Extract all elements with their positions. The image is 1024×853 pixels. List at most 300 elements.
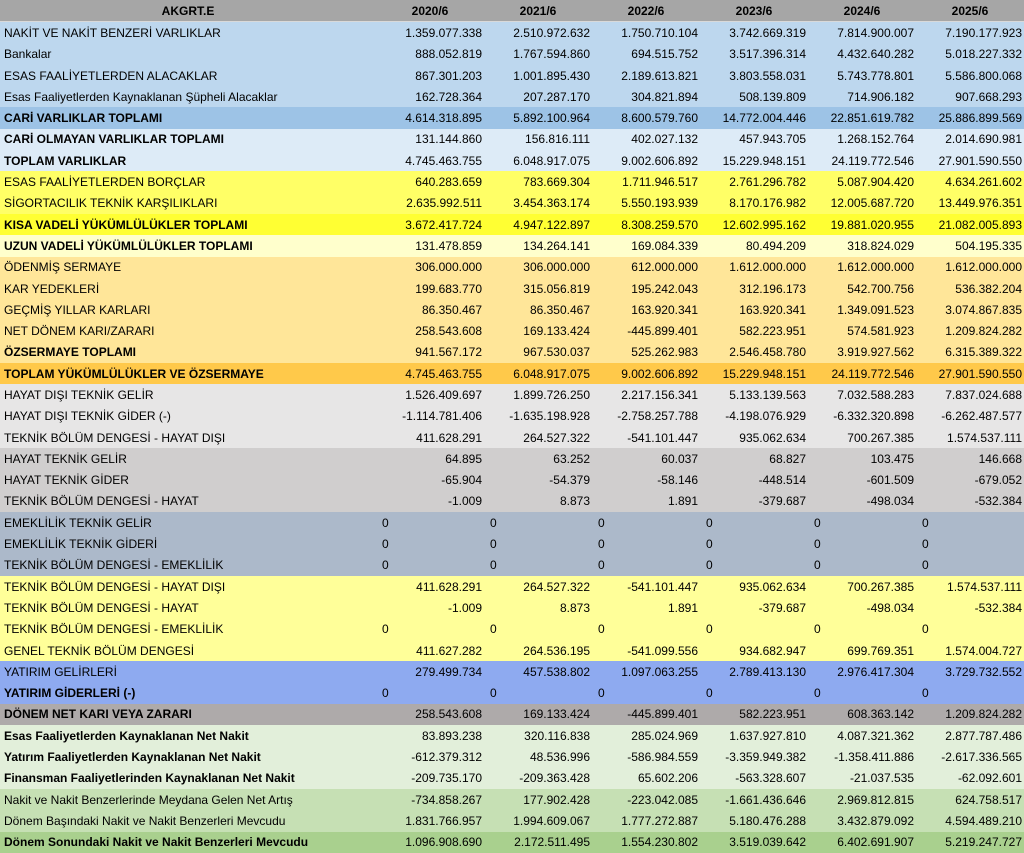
row-label-cell[interactable]: HAYAT TEKNİK GELİR <box>4 451 127 466</box>
value-cell[interactable]: 907.668.293 <box>955 89 1022 104</box>
value-cell[interactable]: 2.761.296.782 <box>729 175 806 190</box>
row-label-cell[interactable]: Esas Faaliyetlerden Kaynaklanan Şüpheli Alacaklar <box>4 89 278 104</box>
value-cell[interactable]: 694.515.752 <box>631 47 698 62</box>
value-cell[interactable]: 504.195.335 <box>955 238 1022 253</box>
value-cell[interactable]: 0 <box>814 686 821 701</box>
value-cell[interactable]: 68.827 <box>769 451 806 466</box>
value-cell[interactable]: 5.180.476.288 <box>729 813 806 828</box>
value-cell[interactable]: 320.116.838 <box>524 728 590 743</box>
table-row <box>0 214 1024 235</box>
value-cell[interactable]: 624.758.517 <box>955 792 1022 807</box>
value-cell[interactable]: 63.252 <box>553 451 590 466</box>
row-label-cell[interactable]: YATIRIM GELİRLERİ <box>4 664 117 679</box>
row-label-cell[interactable]: CARİ OLMAYAN VARLIKLAR TOPLAMI <box>4 132 225 147</box>
value-cell[interactable]: 699.769.351 <box>847 643 914 658</box>
value-cell[interactable]: 0 <box>922 515 929 530</box>
table-row <box>0 384 1024 405</box>
row-label-cell[interactable]: Dönem Sonundaki Nakit ve Nakit Benzerleri Mevcudu <box>4 835 309 850</box>
value-cell[interactable]: -209.735.170 <box>411 771 482 786</box>
value-cell[interactable]: 48.536.996 <box>529 750 590 765</box>
value-cell[interactable]: 608.363.142 <box>847 707 914 722</box>
value-cell[interactable]: 1.891 <box>667 600 698 615</box>
value-cell[interactable]: -2.617.336.565 <box>941 750 1022 765</box>
value-cell[interactable]: 582.223.951 <box>739 324 806 339</box>
value-cell[interactable]: 7.190.177.923 <box>945 25 1022 40</box>
value-cell[interactable]: -1.114.781.406 <box>402 409 482 424</box>
value-cell[interactable]: 0 <box>922 686 929 701</box>
value-cell[interactable]: -209.363.428 <box>519 771 590 786</box>
value-cell[interactable]: 700.267.385 <box>847 579 914 594</box>
value-cell[interactable]: 3.919.927.562 <box>837 345 914 360</box>
value-cell[interactable]: -541.101.447 <box>627 579 698 594</box>
value-cell[interactable]: 5.133.139.563 <box>729 387 806 402</box>
value-cell[interactable]: -532.384 <box>974 600 1022 615</box>
value-cell[interactable]: 1.096.908.690 <box>405 835 482 850</box>
value-cell[interactable]: -1.661.436.646 <box>725 792 806 807</box>
value-cell[interactable]: -541.099.556 <box>627 643 698 658</box>
value-cell[interactable]: 5.550.193.939 <box>621 196 698 211</box>
value-cell[interactable]: 207.287.170 <box>523 89 590 104</box>
value-cell[interactable]: 27.901.590.550 <box>938 366 1022 381</box>
value-cell[interactable]: 714.906.182 <box>847 89 914 104</box>
value-cell[interactable]: 25.886.899.569 <box>938 111 1022 126</box>
row-label-cell[interactable]: GEÇMİŞ YILLAR KARLARI <box>4 302 151 317</box>
value-cell[interactable]: 612.000.000 <box>631 260 698 275</box>
row-label-cell[interactable]: DÖNEM NET KARI VEYA ZARARI <box>4 707 192 722</box>
value-cell[interactable]: 0 <box>490 622 497 637</box>
table-row <box>0 746 1024 767</box>
value-cell[interactable]: 1.767.594.860 <box>513 47 590 62</box>
value-cell[interactable]: -65.904 <box>441 473 482 488</box>
value-cell[interactable]: 304.821.894 <box>631 89 698 104</box>
value-cell[interactable]: 457.538.802 <box>523 664 590 679</box>
value-cell[interactable]: 3.454.363.174 <box>513 196 590 211</box>
value-cell[interactable]: -6.262.487.577 <box>941 409 1022 424</box>
value-cell[interactable]: 103.475 <box>870 451 914 466</box>
value-cell[interactable]: 264.536.195 <box>523 643 590 658</box>
value-cell[interactable]: 4.634.261.602 <box>945 175 1022 190</box>
value-cell[interactable]: 1.899.726.250 <box>513 387 590 402</box>
row-label-cell[interactable]: ÖZSERMAYE TOPLAMI <box>4 345 137 360</box>
value-cell[interactable]: 163.920.341 <box>739 302 806 317</box>
row-label-cell[interactable]: TOPLAM YÜKÜMLÜLÜKLER VE ÖZSERMAYE <box>4 366 264 381</box>
value-cell[interactable]: -379.687 <box>758 494 806 509</box>
value-cell[interactable]: 402.027.132 <box>631 132 698 147</box>
value-cell[interactable]: 0 <box>814 515 821 530</box>
value-cell[interactable]: 2.014.690.981 <box>945 132 1022 147</box>
value-cell[interactable]: -448.514 <box>758 473 806 488</box>
value-cell[interactable]: 0 <box>382 515 389 530</box>
value-cell[interactable]: 3.672.417.724 <box>405 217 482 232</box>
value-cell[interactable]: 306.000.000 <box>523 260 590 275</box>
row-label-cell[interactable]: CARİ VARLIKLAR TOPLAMI <box>4 111 163 126</box>
value-cell[interactable]: 1.612.000.000 <box>729 260 806 275</box>
row-label-cell[interactable]: HAYAT DIŞI TEKNİK GİDER (-) <box>4 409 171 424</box>
table-row <box>0 320 1024 341</box>
value-cell[interactable]: 177.902.428 <box>523 792 590 807</box>
value-cell[interactable]: 83.893.238 <box>421 728 482 743</box>
year-header[interactable]: 2021/6 <box>484 0 592 22</box>
value-cell[interactable]: -612.379.312 <box>411 750 482 765</box>
value-cell[interactable]: 169.133.424 <box>523 324 590 339</box>
value-cell[interactable]: 0 <box>814 622 821 637</box>
value-cell[interactable]: 3.432.879.092 <box>837 813 914 828</box>
value-cell[interactable]: 306.000.000 <box>415 260 482 275</box>
value-cell[interactable]: 156.816.111 <box>525 132 590 147</box>
table-row <box>0 44 1024 65</box>
value-cell[interactable]: 15.229.948.151 <box>722 366 806 381</box>
value-cell[interactable]: 2.976.417.304 <box>837 664 914 679</box>
value-cell[interactable]: 5.586.800.068 <box>945 68 1022 83</box>
value-cell[interactable]: 783.669.304 <box>523 175 590 190</box>
table-row <box>0 704 1024 725</box>
row-label-cell[interactable]: TEKNİK BÖLÜM DENGESİ - HAYAT <box>4 494 199 509</box>
value-cell[interactable]: 935.062.634 <box>739 579 806 594</box>
table-row <box>0 768 1024 789</box>
value-cell[interactable]: 12.005.687.720 <box>830 196 914 211</box>
year-header[interactable]: 2023/6 <box>700 0 808 22</box>
row-label-cell[interactable]: TEKNİK BÖLÜM DENGESİ - EMEKLİLİK <box>4 558 224 573</box>
value-cell[interactable]: 169.084.339 <box>631 238 698 253</box>
value-cell[interactable]: -2.758.257.788 <box>617 409 698 424</box>
value-cell[interactable]: 0 <box>598 558 605 573</box>
value-cell[interactable]: 146.668 <box>978 451 1022 466</box>
value-cell[interactable]: 0 <box>382 537 389 552</box>
value-cell[interactable]: 2.189.613.821 <box>621 68 698 83</box>
value-cell[interactable]: 13.449.976.351 <box>938 196 1022 211</box>
row-label-cell[interactable]: Bankalar <box>4 47 52 62</box>
value-cell[interactable]: -532.384 <box>974 494 1022 509</box>
value-cell[interactable]: 1.711.946.517 <box>622 175 698 190</box>
year-header[interactable]: 2022/6 <box>592 0 700 22</box>
value-cell[interactable]: -3.359.949.382 <box>725 750 806 765</box>
value-cell[interactable]: 86.350.467 <box>421 302 482 317</box>
value-cell[interactable]: 0 <box>490 558 497 573</box>
value-cell[interactable]: 0 <box>598 537 605 552</box>
row-label-cell[interactable]: Finansman Faaliyetlerinden Kaynaklanan Net Nakit <box>4 771 295 786</box>
value-cell[interactable]: 12.602.995.162 <box>722 217 806 232</box>
value-cell[interactable]: 411.628.291 <box>416 579 482 594</box>
value-cell[interactable]: -601.509 <box>866 473 914 488</box>
value-cell[interactable]: 8.873 <box>559 600 590 615</box>
value-cell[interactable]: 24.119.772.546 <box>831 153 914 168</box>
value-cell[interactable]: 582.223.951 <box>739 707 806 722</box>
value-cell[interactable]: 6.048.917.075 <box>513 153 590 168</box>
value-cell[interactable]: 8.873 <box>559 494 590 509</box>
row-label-cell[interactable]: EMEKLİLİK TEKNİK GİDERİ <box>4 537 158 552</box>
value-cell[interactable]: 1.831.766.957 <box>405 813 482 828</box>
value-cell[interactable]: -62.092.601 <box>957 771 1022 786</box>
value-cell[interactable]: 1.574.004.727 <box>945 643 1022 658</box>
value-cell[interactable]: 1.526.409.697 <box>405 387 482 402</box>
year-header[interactable]: 2025/6 <box>916 0 1024 22</box>
value-cell[interactable]: -586.984.559 <box>627 750 698 765</box>
table-row <box>0 491 1024 512</box>
value-cell[interactable]: 1.209.824.282 <box>945 707 1022 722</box>
value-cell[interactable]: 6.315.389.322 <box>945 345 1022 360</box>
table-row <box>0 597 1024 618</box>
value-cell[interactable]: 934.682.947 <box>739 643 806 658</box>
value-cell[interactable]: 24.119.772.546 <box>831 366 914 381</box>
value-cell[interactable]: 1.612.000.000 <box>837 260 914 275</box>
row-label-cell[interactable]: Nakit ve Nakit Benzerlerinde Meydana Gelen Net Artış <box>4 792 293 807</box>
value-cell[interactable]: 4.745.463.755 <box>405 366 482 381</box>
value-cell[interactable]: 318.824.029 <box>847 238 914 253</box>
value-cell[interactable]: 2.172.511.495 <box>514 835 590 850</box>
value-cell[interactable]: 4.947.122.897 <box>513 217 590 232</box>
value-cell[interactable]: 640.283.659 <box>415 175 482 190</box>
value-cell[interactable]: 7.814.900.007 <box>837 25 914 40</box>
row-label-cell[interactable]: ESAS FAALİYETLERDEN BORÇLAR <box>4 175 206 190</box>
value-cell[interactable]: 5.743.778.801 <box>837 68 914 83</box>
row-label-cell[interactable]: Esas Faaliyetlerden Kaynaklanan Net Nakit <box>4 728 249 743</box>
value-cell[interactable]: 264.527.322 <box>523 430 590 445</box>
value-cell[interactable]: 315.056.819 <box>523 281 590 296</box>
table-row <box>0 810 1024 831</box>
table-row <box>0 576 1024 597</box>
value-cell[interactable]: 162.728.364 <box>415 89 482 104</box>
value-cell[interactable]: 1.209.824.282 <box>945 324 1022 339</box>
table-row <box>0 448 1024 469</box>
value-cell[interactable]: 0 <box>922 558 929 573</box>
value-cell[interactable]: 0 <box>706 515 713 530</box>
value-cell[interactable]: 536.382.204 <box>955 281 1022 296</box>
row-label-cell[interactable]: NAKİT VE NAKİT BENZERİ VARLIKLAR <box>4 25 221 40</box>
value-cell[interactable]: 2.789.413.130 <box>729 664 806 679</box>
row-label-cell[interactable]: TEKNİK BÖLÜM DENGESİ - HAYAT DIŞI <box>4 430 226 445</box>
value-cell[interactable]: -379.687 <box>758 600 806 615</box>
value-cell[interactable]: 0 <box>490 686 497 701</box>
row-label-cell[interactable]: ÖDENMİŞ SERMAYE <box>4 260 122 275</box>
value-cell[interactable]: 0 <box>598 515 605 530</box>
table-row <box>0 86 1024 107</box>
row-label-cell[interactable]: EMEKLİLİK TEKNİK GELİR <box>4 515 152 530</box>
value-cell[interactable]: -6.332.320.898 <box>833 409 914 424</box>
value-cell[interactable]: 1.637.927.810 <box>729 728 806 743</box>
value-cell[interactable]: 0 <box>598 686 605 701</box>
value-cell[interactable]: 312.196.173 <box>739 281 806 296</box>
value-cell[interactable]: 935.062.634 <box>739 430 806 445</box>
value-cell[interactable]: 0 <box>706 537 713 552</box>
value-cell[interactable]: 60.037 <box>661 451 698 466</box>
value-cell[interactable]: 4.745.463.755 <box>405 153 482 168</box>
value-cell[interactable]: 542.700.756 <box>847 281 914 296</box>
header-row <box>0 0 1024 22</box>
row-label-cell[interactable]: KAR YEDEKLERİ <box>4 281 100 296</box>
value-cell[interactable]: 199.683.770 <box>415 281 482 296</box>
value-cell[interactable]: -498.034 <box>866 600 914 615</box>
value-cell[interactable]: 131.144.860 <box>415 132 482 147</box>
value-cell[interactable]: 525.262.983 <box>631 345 698 360</box>
value-cell[interactable]: 0 <box>490 515 497 530</box>
value-cell[interactable]: 7.837.024.688 <box>945 387 1022 402</box>
table-row <box>0 107 1024 128</box>
value-cell[interactable]: -541.101.447 <box>627 430 698 445</box>
row-label-cell[interactable]: Yatırım Faaliyetlerden Kaynaklanan Net Nakit <box>4 750 261 765</box>
value-cell[interactable]: 64.895 <box>445 451 482 466</box>
row-label-cell[interactable]: TEKNİK BÖLÜM DENGESİ - EMEKLİLİK <box>4 622 224 637</box>
value-cell[interactable]: 1.994.609.067 <box>513 813 590 828</box>
value-cell[interactable]: 3.517.396.314 <box>729 47 806 62</box>
value-cell[interactable]: 285.024.969 <box>631 728 698 743</box>
value-cell[interactable]: 457.943.705 <box>739 132 806 147</box>
value-cell[interactable]: 411.627.282 <box>416 643 482 658</box>
value-cell[interactable]: 5.892.100.964 <box>513 111 590 126</box>
value-cell[interactable]: -1.009 <box>447 494 482 509</box>
value-cell[interactable]: 1.001.895.430 <box>513 68 590 83</box>
value-cell[interactable]: 8.308.259.570 <box>621 217 698 232</box>
value-cell[interactable]: 1.359.077.338 <box>405 25 482 40</box>
value-cell[interactable]: 2.217.156.341 <box>621 387 698 402</box>
value-cell[interactable]: 700.267.385 <box>847 430 914 445</box>
value-cell[interactable]: 6.048.917.075 <box>513 366 590 381</box>
value-cell[interactable]: 5.018.227.332 <box>945 47 1022 62</box>
value-cell[interactable]: 967.530.037 <box>523 345 590 360</box>
value-cell[interactable]: 86.350.467 <box>529 302 590 317</box>
ticker-header[interactable]: AKGRT.E <box>0 0 376 22</box>
table-row <box>0 725 1024 746</box>
value-cell[interactable]: -1.009 <box>447 600 482 615</box>
value-cell[interactable]: 8.170.176.982 <box>729 196 806 211</box>
value-cell[interactable]: 1.554.230.802 <box>621 835 698 850</box>
value-cell[interactable]: -54.379 <box>549 473 590 488</box>
row-label-cell[interactable]: Dönem Başındaki Nakit ve Nakit Benzerleri Mevcudu <box>4 813 286 828</box>
value-cell[interactable]: 1.612.000.000 <box>945 260 1022 275</box>
value-cell[interactable]: -445.899.401 <box>627 324 698 339</box>
value-cell[interactable]: 22.851.619.782 <box>830 111 914 126</box>
value-cell[interactable]: 1.349.091.523 <box>837 302 914 317</box>
value-cell[interactable]: 0 <box>490 537 497 552</box>
value-cell[interactable]: 1.750.710.104 <box>621 25 698 40</box>
value-cell[interactable]: 1.891 <box>667 494 698 509</box>
value-cell[interactable]: 9.002.606.892 <box>621 366 698 381</box>
value-cell[interactable]: -1.635.198.928 <box>509 409 590 424</box>
value-cell[interactable]: 3.074.867.835 <box>945 302 1022 317</box>
value-cell[interactable]: 0 <box>922 622 929 637</box>
value-cell[interactable]: -445.899.401 <box>627 707 698 722</box>
value-cell[interactable]: 9.002.606.892 <box>621 153 698 168</box>
value-cell[interactable]: 0 <box>922 537 929 552</box>
value-cell[interactable]: 508.139.809 <box>739 89 806 104</box>
value-cell[interactable]: 1.574.537.111 <box>947 430 1022 445</box>
value-cell[interactable]: 6.402.691.907 <box>837 835 914 850</box>
value-cell[interactable]: -4.198.076.929 <box>725 409 806 424</box>
value-cell[interactable]: 5.219.247.727 <box>945 835 1022 850</box>
table-row <box>0 555 1024 576</box>
value-cell[interactable]: 1.097.063.255 <box>621 664 698 679</box>
row-label-cell[interactable]: TEKNİK BÖLÜM DENGESİ - HAYAT DIŞI <box>4 579 226 594</box>
value-cell[interactable]: 163.920.341 <box>631 302 698 317</box>
value-cell[interactable]: -734.858.267 <box>411 792 482 807</box>
row-label-cell[interactable]: TOPLAM VARLIKLAR <box>4 153 127 168</box>
value-cell[interactable]: 4.614.318.895 <box>405 111 482 126</box>
value-cell[interactable]: 264.527.322 <box>523 579 590 594</box>
value-cell[interactable]: 2.546.458.780 <box>729 345 806 360</box>
value-cell[interactable]: 1.574.537.111 <box>947 579 1022 594</box>
value-cell[interactable]: 279.499.734 <box>415 664 482 679</box>
value-cell[interactable]: -1.358.411.886 <box>834 750 914 765</box>
value-cell[interactable]: 2.877.787.486 <box>945 728 1022 743</box>
value-cell[interactable]: 21.082.005.893 <box>938 217 1022 232</box>
value-cell[interactable]: 0 <box>598 622 605 637</box>
row-label-cell[interactable]: ESAS FAALİYETLERDEN ALACAKLAR <box>4 68 218 83</box>
value-cell[interactable]: 0 <box>382 558 389 573</box>
value-cell[interactable]: 0 <box>814 537 821 552</box>
value-cell[interactable]: 134.264.141 <box>523 238 590 253</box>
value-cell[interactable]: 411.628.291 <box>416 430 482 445</box>
value-cell[interactable]: 3.729.732.552 <box>945 664 1022 679</box>
value-cell[interactable]: 195.242.043 <box>631 281 698 296</box>
row-label-cell[interactable]: UZUN VADELİ YÜKÜMLÜLÜKLER TOPLAMI <box>4 238 253 253</box>
value-cell[interactable]: 888.052.819 <box>415 47 482 62</box>
table-row <box>0 342 1024 363</box>
value-cell[interactable]: 1.268.152.764 <box>837 132 914 147</box>
value-cell[interactable]: 0 <box>382 686 389 701</box>
value-cell[interactable]: 2.635.992.511 <box>406 196 482 211</box>
value-cell[interactable]: 3.519.039.642 <box>729 835 806 850</box>
value-cell[interactable]: 0 <box>706 686 713 701</box>
value-cell[interactable]: 4.594.489.210 <box>945 813 1022 828</box>
value-cell[interactable]: 258.543.608 <box>415 707 482 722</box>
row-label-cell[interactable]: HAYAT DIŞI TEKNİK GELİR <box>4 387 154 402</box>
year-header[interactable]: 2020/6 <box>376 0 484 22</box>
value-cell[interactable]: 7.032.588.283 <box>837 387 914 402</box>
value-cell[interactable]: 0 <box>706 622 713 637</box>
value-cell[interactable]: 2.510.972.632 <box>513 25 590 40</box>
value-cell[interactable]: 169.133.424 <box>523 707 590 722</box>
row-label-cell[interactable]: YATIRIM GİDERLERİ (-) <box>4 686 136 701</box>
table-row <box>0 533 1024 554</box>
value-cell[interactable]: 19.881.020.955 <box>830 217 914 232</box>
value-cell[interactable]: -21.037.535 <box>849 771 914 786</box>
value-cell[interactable]: 0 <box>706 558 713 573</box>
value-cell[interactable]: 2.969.812.815 <box>837 792 914 807</box>
value-cell[interactable]: 3.803.558.031 <box>729 68 806 83</box>
value-cell[interactable]: 3.742.669.319 <box>729 25 806 40</box>
row-label-cell[interactable]: KISA VADELİ YÜKÜMLÜLÜKLER TOPLAMI <box>4 217 248 232</box>
value-cell[interactable]: 258.543.608 <box>415 324 482 339</box>
value-cell[interactable]: 867.301.203 <box>415 68 482 83</box>
value-cell[interactable]: 5.087.904.420 <box>837 175 914 190</box>
value-cell[interactable]: -498.034 <box>866 494 914 509</box>
year-header[interactable]: 2024/6 <box>808 0 916 22</box>
value-cell[interactable]: 574.581.923 <box>847 324 914 339</box>
value-cell[interactable]: 8.600.579.760 <box>621 111 698 126</box>
row-label-cell[interactable]: TEKNİK BÖLÜM DENGESİ - HAYAT <box>4 600 199 615</box>
row-label-cell[interactable]: NET DÖNEM KARI/ZARARI <box>4 324 155 339</box>
value-cell[interactable]: 941.567.172 <box>415 345 482 360</box>
value-cell[interactable]: -679.052 <box>974 473 1022 488</box>
value-cell[interactable]: -223.042.085 <box>627 792 698 807</box>
value-cell[interactable]: 14.772.004.446 <box>722 111 806 126</box>
value-cell[interactable]: 0 <box>814 558 821 573</box>
value-cell[interactable]: 4.087.321.362 <box>837 728 914 743</box>
row-label-cell[interactable]: GENEL TEKNİK BÖLÜM DENGESİ <box>4 643 195 658</box>
value-cell[interactable]: -58.146 <box>657 473 698 488</box>
row-label-cell[interactable]: SİGORTACILIK TEKNİK KARŞILIKLARI <box>4 196 218 211</box>
row-label-cell[interactable]: HAYAT TEKNİK GİDER <box>4 473 129 488</box>
value-cell[interactable]: -563.328.607 <box>735 771 806 786</box>
value-cell[interactable]: 131.478.859 <box>415 238 482 253</box>
value-cell[interactable]: 80.494.209 <box>745 238 806 253</box>
value-cell[interactable]: 4.432.640.282 <box>837 47 914 62</box>
value-cell[interactable]: 0 <box>382 622 389 637</box>
value-cell[interactable]: 1.777.272.887 <box>621 813 698 828</box>
value-cell[interactable]: 15.229.948.151 <box>722 153 806 168</box>
value-cell[interactable]: 65.602.206 <box>637 771 698 786</box>
table-row <box>0 257 1024 278</box>
value-cell[interactable]: 27.901.590.550 <box>938 153 1022 168</box>
